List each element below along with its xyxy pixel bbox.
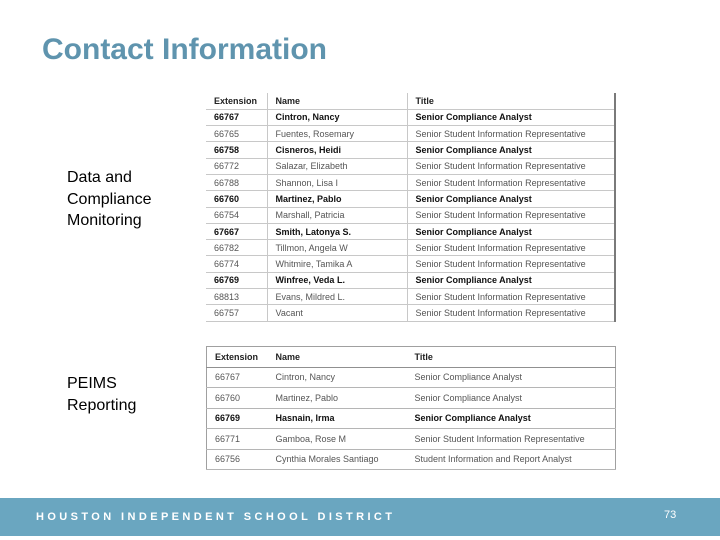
table-row <box>206 256 615 272</box>
cell-title: Senior Compliance Analyst <box>407 272 615 288</box>
section-label-text: Data and Compliance Monitoring <box>67 169 152 229</box>
cell-name: Hasnain, Irma <box>268 408 407 429</box>
table-row <box>206 158 615 174</box>
cell-extension: 66758 <box>206 142 267 158</box>
table-header-row <box>206 93 615 109</box>
cell-extension: 66754 <box>206 207 267 223</box>
slide-title: Contact Information <box>42 33 327 66</box>
cell-extension: 66767 <box>206 109 267 125</box>
cell-name: Cintron, Nancy <box>267 109 407 125</box>
column-header-title: Title <box>407 347 616 368</box>
cell-name: Fuentes, Rosemary <box>267 126 407 142</box>
cell-name: Smith, Latonya S. <box>267 223 407 239</box>
table-row <box>207 408 616 429</box>
column-header-title: Title <box>407 93 615 109</box>
cell-name: Marshall, Patricia <box>267 207 407 223</box>
cell-extension: 66760 <box>207 388 268 409</box>
cell-title: Senior Compliance Analyst <box>407 367 616 388</box>
table-row <box>206 126 615 142</box>
column-header-name: Name <box>268 347 407 368</box>
cell-title: Senior Student Information Representative <box>407 158 615 174</box>
section-label-text: PEIMS Reporting <box>67 375 137 414</box>
cell-name: Cynthia Morales Santiago <box>268 449 407 470</box>
table-row <box>206 174 615 190</box>
page-number: 73 <box>664 509 677 521</box>
table-row <box>206 207 615 223</box>
cell-name: Martinez, Pablo <box>267 191 407 207</box>
cell-title: Senior Student Information Representative <box>407 126 615 142</box>
table-row <box>206 142 615 158</box>
cell-title: Senior Compliance Analyst <box>407 388 616 409</box>
cell-title: Senior Student Information Representative <box>407 174 615 190</box>
cell-extension: 66788 <box>206 174 267 190</box>
cell-name: Martinez, Pablo <box>268 388 407 409</box>
cell-title: Student Information and Report Analyst <box>407 449 616 470</box>
cell-extension: 66772 <box>206 158 267 174</box>
contact-table-data-compliance <box>206 93 616 322</box>
table-row <box>207 367 616 388</box>
cell-extension: 66756 <box>207 449 268 470</box>
cell-extension: 67667 <box>206 223 267 239</box>
table-row <box>207 429 616 450</box>
cell-name: Vacant <box>267 305 407 321</box>
table-row <box>206 272 615 288</box>
column-header-extension: Extension <box>207 347 268 368</box>
cell-extension: 66769 <box>207 408 268 429</box>
table-row <box>206 223 615 239</box>
cell-title: Senior Compliance Analyst <box>407 223 615 239</box>
cell-title: Senior Compliance Analyst <box>407 191 615 207</box>
cell-title: Senior Student Information Representative <box>407 240 615 256</box>
footer-bar <box>0 498 720 536</box>
table-row <box>206 305 615 321</box>
table-row <box>207 388 616 409</box>
footer-district-name: HOUSTON INDEPENDENT SCHOOL DISTRICT <box>36 511 396 523</box>
cell-extension: 66782 <box>206 240 267 256</box>
cell-extension: 66771 <box>207 429 268 450</box>
section-label-data-compliance <box>67 167 151 232</box>
cell-name: Gamboa, Rose M <box>268 429 407 450</box>
cell-name: Cisneros, Heidi <box>267 142 407 158</box>
cell-name: Tillmon, Angela W <box>267 240 407 256</box>
cell-title: Senior Student Information Representative <box>407 429 616 450</box>
cell-title: Senior Student Information Representative <box>407 289 615 305</box>
section-label-peims <box>67 373 136 416</box>
cell-title: Senior Student Information Representative <box>407 305 615 321</box>
cell-name: Winfree, Veda L. <box>267 272 407 288</box>
cell-title: Senior Compliance Analyst <box>407 109 615 125</box>
cell-extension: 66765 <box>206 126 267 142</box>
cell-name: Shannon, Lisa I <box>267 174 407 190</box>
cell-title: Senior Compliance Analyst <box>407 408 616 429</box>
column-header-extension: Extension <box>206 93 267 109</box>
cell-title: Senior Student Information Representative <box>407 256 615 272</box>
table-row <box>207 449 616 470</box>
table-row <box>206 289 615 305</box>
cell-extension: 66774 <box>206 256 267 272</box>
table-row <box>206 109 615 125</box>
cell-extension: 66757 <box>206 305 267 321</box>
table-row <box>206 240 615 256</box>
table-row <box>206 191 615 207</box>
cell-name: Cintron, Nancy <box>268 367 407 388</box>
cell-title: Senior Student Information Representative <box>407 207 615 223</box>
cell-name: Salazar, Elizabeth <box>267 158 407 174</box>
table-header-row <box>207 347 616 368</box>
cell-name: Evans, Mildred L. <box>267 289 407 305</box>
column-header-name: Name <box>267 93 407 109</box>
cell-extension: 66769 <box>206 272 267 288</box>
contact-table-peims <box>206 346 616 470</box>
cell-extension: 68813 <box>206 289 267 305</box>
cell-title: Senior Compliance Analyst <box>407 142 615 158</box>
cell-extension: 66767 <box>207 367 268 388</box>
cell-extension: 66760 <box>206 191 267 207</box>
cell-name: Whitmire, Tamika A <box>267 256 407 272</box>
